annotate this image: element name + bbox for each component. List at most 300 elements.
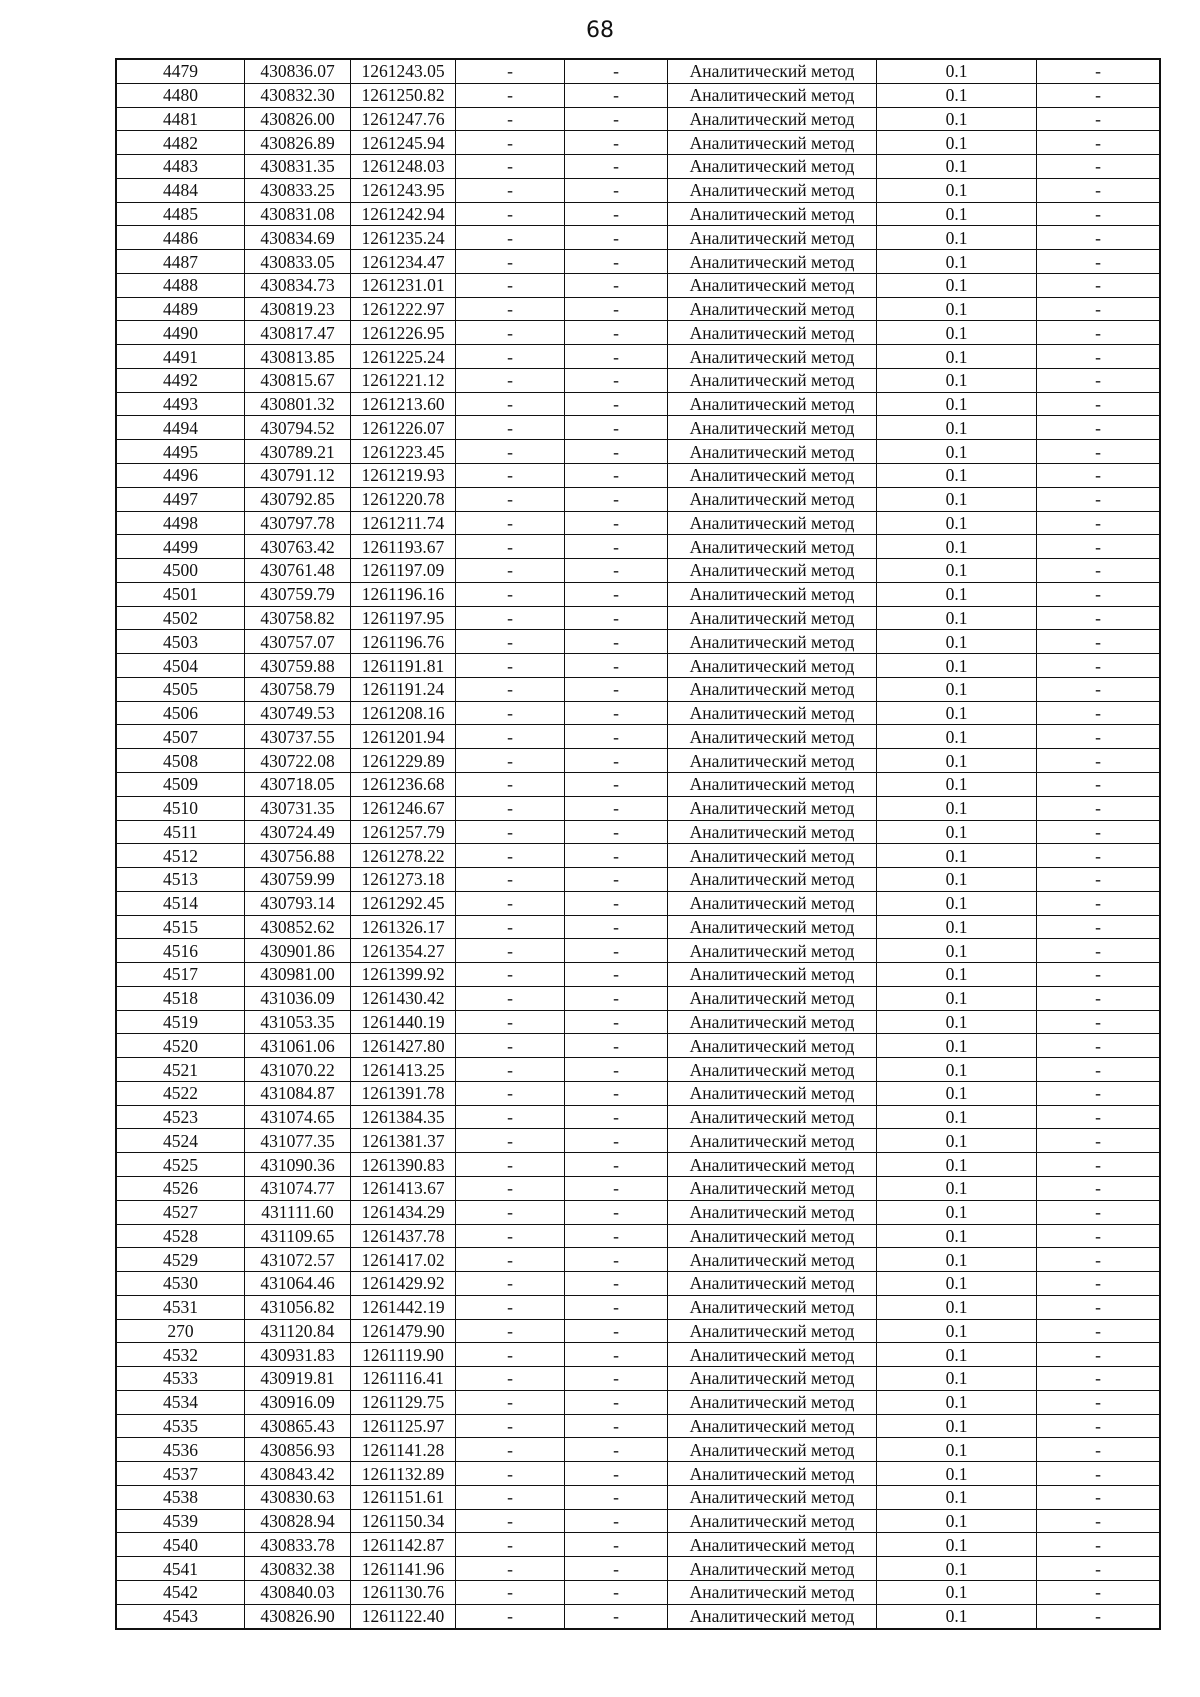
dash-cell: - xyxy=(456,1248,565,1272)
dash-cell: - xyxy=(456,963,565,987)
x-coordinate-cell: 430833.05 xyxy=(245,250,351,274)
accuracy-cell: 0.1 xyxy=(877,464,1037,488)
accuracy-cell: 0.1 xyxy=(877,250,1037,274)
note-cell: - xyxy=(1037,1176,1161,1200)
point-number-cell: 4495 xyxy=(116,440,245,464)
y-coordinate-cell: 1261220.78 xyxy=(351,487,456,511)
y-coordinate-cell: 1261242.94 xyxy=(351,202,456,226)
table-row xyxy=(116,1438,1160,1462)
x-coordinate-cell: 430832.38 xyxy=(245,1557,351,1581)
y-coordinate-cell: 1261381.37 xyxy=(351,1129,456,1153)
y-coordinate-cell: 1261413.25 xyxy=(351,1058,456,1082)
table-row xyxy=(116,368,1160,392)
dash-cell: - xyxy=(565,1343,668,1367)
dash-cell: - xyxy=(565,273,668,297)
table-row xyxy=(116,345,1160,369)
dash-cell: - xyxy=(456,1343,565,1367)
x-coordinate-cell: 430826.90 xyxy=(245,1604,351,1628)
point-number-cell: 4494 xyxy=(116,416,245,440)
point-number-cell: 4506 xyxy=(116,701,245,725)
accuracy-cell: 0.1 xyxy=(877,83,1037,107)
x-coordinate-cell: 431053.35 xyxy=(245,1010,351,1034)
table-row xyxy=(116,59,1160,83)
point-number-cell: 4528 xyxy=(116,1224,245,1248)
dash-cell: - xyxy=(565,1129,668,1153)
method-cell: Аналитический метод xyxy=(668,701,877,725)
x-coordinate-cell: 430817.47 xyxy=(245,321,351,345)
accuracy-cell: 0.1 xyxy=(877,654,1037,678)
table-row xyxy=(116,83,1160,107)
y-coordinate-cell: 1261390.83 xyxy=(351,1153,456,1177)
method-cell: Аналитический метод xyxy=(668,59,877,83)
accuracy-cell: 0.1 xyxy=(877,915,1037,939)
accuracy-cell: 0.1 xyxy=(877,1034,1037,1058)
dash-cell: - xyxy=(565,155,668,179)
accuracy-cell: 0.1 xyxy=(877,844,1037,868)
table-row xyxy=(116,796,1160,820)
dash-cell: - xyxy=(565,915,668,939)
coordinates-table xyxy=(115,58,1161,1630)
y-coordinate-cell: 1261248.03 xyxy=(351,155,456,179)
accuracy-cell: 0.1 xyxy=(877,1200,1037,1224)
method-cell: Аналитический метод xyxy=(668,986,877,1010)
dash-cell: - xyxy=(456,321,565,345)
table-row xyxy=(116,464,1160,488)
table-row xyxy=(116,701,1160,725)
accuracy-cell: 0.1 xyxy=(877,1105,1037,1129)
dash-cell: - xyxy=(565,250,668,274)
x-coordinate-cell: 430981.00 xyxy=(245,963,351,987)
point-number-cell: 4522 xyxy=(116,1081,245,1105)
point-number-cell: 4517 xyxy=(116,963,245,987)
note-cell: - xyxy=(1037,1248,1161,1272)
x-coordinate-cell: 430801.32 xyxy=(245,392,351,416)
method-cell: Аналитический метод xyxy=(668,915,877,939)
method-cell: Аналитический метод xyxy=(668,535,877,559)
note-cell: - xyxy=(1037,321,1161,345)
point-number-cell: 4534 xyxy=(116,1390,245,1414)
table-row xyxy=(116,535,1160,559)
dash-cell: - xyxy=(456,1105,565,1129)
dash-cell: - xyxy=(456,1414,565,1438)
y-coordinate-cell: 1261430.42 xyxy=(351,986,456,1010)
method-cell: Аналитический метод xyxy=(668,654,877,678)
dash-cell: - xyxy=(565,226,668,250)
x-coordinate-cell: 430843.42 xyxy=(245,1462,351,1486)
accuracy-cell: 0.1 xyxy=(877,986,1037,1010)
table-row xyxy=(116,1343,1160,1367)
dash-cell: - xyxy=(565,1272,668,1296)
method-cell: Аналитический метод xyxy=(668,1224,877,1248)
accuracy-cell: 0.1 xyxy=(877,59,1037,83)
y-coordinate-cell: 1261413.67 xyxy=(351,1176,456,1200)
note-cell: - xyxy=(1037,250,1161,274)
dash-cell: - xyxy=(565,202,668,226)
note-cell: - xyxy=(1037,107,1161,131)
accuracy-cell: 0.1 xyxy=(877,1367,1037,1391)
dash-cell: - xyxy=(456,677,565,701)
accuracy-cell: 0.1 xyxy=(877,155,1037,179)
x-coordinate-cell: 430722.08 xyxy=(245,749,351,773)
x-coordinate-cell: 430749.53 xyxy=(245,701,351,725)
dash-cell: - xyxy=(456,654,565,678)
note-cell: - xyxy=(1037,297,1161,321)
dash-cell: - xyxy=(456,178,565,202)
dash-cell: - xyxy=(565,654,668,678)
table-row xyxy=(116,654,1160,678)
method-cell: Аналитический метод xyxy=(668,511,877,535)
method-cell: Аналитический метод xyxy=(668,844,877,868)
table-row xyxy=(116,1248,1160,1272)
dash-cell: - xyxy=(456,1058,565,1082)
point-number-cell: 4537 xyxy=(116,1462,245,1486)
point-number-cell: 4516 xyxy=(116,939,245,963)
dash-cell: - xyxy=(456,1438,565,1462)
method-cell: Аналитический метод xyxy=(668,772,877,796)
x-coordinate-cell: 431109.65 xyxy=(245,1224,351,1248)
point-number-cell: 4482 xyxy=(116,131,245,155)
x-coordinate-cell: 430763.42 xyxy=(245,535,351,559)
y-coordinate-cell: 1261116.41 xyxy=(351,1367,456,1391)
dash-cell: - xyxy=(456,1129,565,1153)
dash-cell: - xyxy=(565,487,668,511)
dash-cell: - xyxy=(565,1248,668,1272)
table-row xyxy=(116,820,1160,844)
x-coordinate-cell: 430833.25 xyxy=(245,178,351,202)
dash-cell: - xyxy=(565,535,668,559)
y-coordinate-cell: 1261243.95 xyxy=(351,178,456,202)
accuracy-cell: 0.1 xyxy=(877,1462,1037,1486)
dash-cell: - xyxy=(456,345,565,369)
method-cell: Аналитический метод xyxy=(668,606,877,630)
note-cell: - xyxy=(1037,131,1161,155)
dash-cell: - xyxy=(456,820,565,844)
method-cell: Аналитический метод xyxy=(668,1272,877,1296)
note-cell: - xyxy=(1037,440,1161,464)
y-coordinate-cell: 1261226.95 xyxy=(351,321,456,345)
dash-cell: - xyxy=(565,83,668,107)
dash-cell: - xyxy=(565,107,668,131)
method-cell: Аналитический метод xyxy=(668,1533,877,1557)
dash-cell: - xyxy=(565,939,668,963)
x-coordinate-cell: 430761.48 xyxy=(245,559,351,583)
x-coordinate-cell: 430819.23 xyxy=(245,297,351,321)
dash-cell: - xyxy=(565,986,668,1010)
y-coordinate-cell: 1261273.18 xyxy=(351,868,456,892)
method-cell: Аналитический метод xyxy=(668,1058,877,1082)
method-cell: Аналитический метод xyxy=(668,487,877,511)
dash-cell: - xyxy=(565,1105,668,1129)
note-cell: - xyxy=(1037,1200,1161,1224)
method-cell: Аналитический метод xyxy=(668,1081,877,1105)
y-coordinate-cell: 1261326.17 xyxy=(351,915,456,939)
dash-cell: - xyxy=(565,59,668,83)
table-row xyxy=(116,297,1160,321)
point-number-cell: 4515 xyxy=(116,915,245,939)
table-row xyxy=(116,1319,1160,1343)
y-coordinate-cell: 1261442.19 xyxy=(351,1295,456,1319)
table-row xyxy=(116,844,1160,868)
y-coordinate-cell: 1261235.24 xyxy=(351,226,456,250)
table-row xyxy=(116,321,1160,345)
dash-cell: - xyxy=(565,1034,668,1058)
point-number-cell: 4523 xyxy=(116,1105,245,1129)
note-cell: - xyxy=(1037,1604,1161,1628)
table-row xyxy=(116,630,1160,654)
point-number-cell: 270 xyxy=(116,1319,245,1343)
accuracy-cell: 0.1 xyxy=(877,939,1037,963)
x-coordinate-cell: 431061.06 xyxy=(245,1034,351,1058)
table-row xyxy=(116,1533,1160,1557)
y-coordinate-cell: 1261399.92 xyxy=(351,963,456,987)
table-row xyxy=(116,1034,1160,1058)
dash-cell: - xyxy=(565,891,668,915)
table-row xyxy=(116,606,1160,630)
note-cell: - xyxy=(1037,178,1161,202)
accuracy-cell: 0.1 xyxy=(877,416,1037,440)
dash-cell: - xyxy=(565,1509,668,1533)
accuracy-cell: 0.1 xyxy=(877,1272,1037,1296)
dash-cell: - xyxy=(456,559,565,583)
method-cell: Аналитический метод xyxy=(668,202,877,226)
table-row xyxy=(116,1058,1160,1082)
method-cell: Аналитический метод xyxy=(668,1153,877,1177)
table-row xyxy=(116,1462,1160,1486)
point-number-cell: 4489 xyxy=(116,297,245,321)
y-coordinate-cell: 1261257.79 xyxy=(351,820,456,844)
y-coordinate-cell: 1261236.68 xyxy=(351,772,456,796)
note-cell: - xyxy=(1037,986,1161,1010)
method-cell: Аналитический метод xyxy=(668,273,877,297)
point-number-cell: 4491 xyxy=(116,345,245,369)
y-coordinate-cell: 1261213.60 xyxy=(351,392,456,416)
method-cell: Аналитический метод xyxy=(668,178,877,202)
note-cell: - xyxy=(1037,273,1161,297)
point-number-cell: 4480 xyxy=(116,83,245,107)
accuracy-cell: 0.1 xyxy=(877,511,1037,535)
dash-cell: - xyxy=(456,1176,565,1200)
x-coordinate-cell: 431111.60 xyxy=(245,1200,351,1224)
dash-cell: - xyxy=(565,131,668,155)
dash-cell: - xyxy=(565,321,668,345)
point-number-cell: 4531 xyxy=(116,1295,245,1319)
accuracy-cell: 0.1 xyxy=(877,178,1037,202)
point-number-cell: 4535 xyxy=(116,1414,245,1438)
table-row xyxy=(116,1224,1160,1248)
point-number-cell: 4490 xyxy=(116,321,245,345)
x-coordinate-cell: 430834.73 xyxy=(245,273,351,297)
method-cell: Аналитический метод xyxy=(668,83,877,107)
x-coordinate-cell: 430724.49 xyxy=(245,820,351,844)
point-number-cell: 4497 xyxy=(116,487,245,511)
point-number-cell: 4520 xyxy=(116,1034,245,1058)
accuracy-cell: 0.1 xyxy=(877,1414,1037,1438)
table-row xyxy=(116,1581,1160,1605)
table-row xyxy=(116,1081,1160,1105)
method-cell: Аналитический метод xyxy=(668,345,877,369)
note-cell: - xyxy=(1037,677,1161,701)
point-number-cell: 4518 xyxy=(116,986,245,1010)
x-coordinate-cell: 430815.67 xyxy=(245,368,351,392)
method-cell: Аналитический метод xyxy=(668,1462,877,1486)
note-cell: - xyxy=(1037,1462,1161,1486)
dash-cell: - xyxy=(456,1390,565,1414)
dash-cell: - xyxy=(456,630,565,654)
point-number-cell: 4543 xyxy=(116,1604,245,1628)
x-coordinate-cell: 430831.08 xyxy=(245,202,351,226)
accuracy-cell: 0.1 xyxy=(877,1343,1037,1367)
note-cell: - xyxy=(1037,1105,1161,1129)
x-coordinate-cell: 430826.00 xyxy=(245,107,351,131)
dash-cell: - xyxy=(456,1034,565,1058)
point-number-cell: 4500 xyxy=(116,559,245,583)
note-cell: - xyxy=(1037,1010,1161,1034)
note-cell: - xyxy=(1037,939,1161,963)
accuracy-cell: 0.1 xyxy=(877,535,1037,559)
dash-cell: - xyxy=(565,1581,668,1605)
note-cell: - xyxy=(1037,1081,1161,1105)
point-number-cell: 4524 xyxy=(116,1129,245,1153)
note-cell: - xyxy=(1037,559,1161,583)
accuracy-cell: 0.1 xyxy=(877,630,1037,654)
method-cell: Аналитический метод xyxy=(668,820,877,844)
x-coordinate-cell: 430856.93 xyxy=(245,1438,351,1462)
point-number-cell: 4542 xyxy=(116,1581,245,1605)
y-coordinate-cell: 1261231.01 xyxy=(351,273,456,297)
y-coordinate-cell: 1261292.45 xyxy=(351,891,456,915)
dash-cell: - xyxy=(456,273,565,297)
dash-cell: - xyxy=(456,1295,565,1319)
dash-cell: - xyxy=(565,749,668,773)
x-coordinate-cell: 430919.81 xyxy=(245,1367,351,1391)
dash-cell: - xyxy=(456,701,565,725)
accuracy-cell: 0.1 xyxy=(877,701,1037,725)
dash-cell: - xyxy=(456,202,565,226)
note-cell: - xyxy=(1037,701,1161,725)
dash-cell: - xyxy=(456,392,565,416)
point-number-cell: 4540 xyxy=(116,1533,245,1557)
x-coordinate-cell: 431120.84 xyxy=(245,1319,351,1343)
point-number-cell: 4486 xyxy=(116,226,245,250)
dash-cell: - xyxy=(565,1533,668,1557)
note-cell: - xyxy=(1037,1129,1161,1153)
table-row xyxy=(116,963,1160,987)
method-cell: Аналитический метод xyxy=(668,1129,877,1153)
accuracy-cell: 0.1 xyxy=(877,1604,1037,1628)
point-number-cell: 4499 xyxy=(116,535,245,559)
accuracy-cell: 0.1 xyxy=(877,1438,1037,1462)
method-cell: Аналитический метод xyxy=(668,250,877,274)
accuracy-cell: 0.1 xyxy=(877,297,1037,321)
method-cell: Аналитический метод xyxy=(668,677,877,701)
dash-cell: - xyxy=(565,1462,668,1486)
note-cell: - xyxy=(1037,1533,1161,1557)
x-coordinate-cell: 430840.03 xyxy=(245,1581,351,1605)
dash-cell: - xyxy=(456,1200,565,1224)
y-coordinate-cell: 1261196.16 xyxy=(351,582,456,606)
method-cell: Аналитический метод xyxy=(668,1176,877,1200)
dash-cell: - xyxy=(456,725,565,749)
point-number-cell: 4484 xyxy=(116,178,245,202)
method-cell: Аналитический метод xyxy=(668,1034,877,1058)
y-coordinate-cell: 1261130.76 xyxy=(351,1581,456,1605)
point-number-cell: 4487 xyxy=(116,250,245,274)
note-cell: - xyxy=(1037,1581,1161,1605)
table-row xyxy=(116,1295,1160,1319)
x-coordinate-cell: 431070.22 xyxy=(245,1058,351,1082)
dash-cell: - xyxy=(565,963,668,987)
note-cell: - xyxy=(1037,630,1161,654)
accuracy-cell: 0.1 xyxy=(877,1581,1037,1605)
point-number-cell: 4530 xyxy=(116,1272,245,1296)
point-number-cell: 4510 xyxy=(116,796,245,820)
note-cell: - xyxy=(1037,963,1161,987)
point-number-cell: 4488 xyxy=(116,273,245,297)
method-cell: Аналитический метод xyxy=(668,107,877,131)
method-cell: Аналитический метод xyxy=(668,1509,877,1533)
dash-cell: - xyxy=(565,1390,668,1414)
dash-cell: - xyxy=(456,1581,565,1605)
note-cell: - xyxy=(1037,487,1161,511)
accuracy-cell: 0.1 xyxy=(877,440,1037,464)
point-number-cell: 4512 xyxy=(116,844,245,868)
table-row xyxy=(116,1390,1160,1414)
x-coordinate-cell: 430789.21 xyxy=(245,440,351,464)
point-number-cell: 4481 xyxy=(116,107,245,131)
method-cell: Аналитический метод xyxy=(668,1248,877,1272)
dash-cell: - xyxy=(565,511,668,535)
note-cell: - xyxy=(1037,1509,1161,1533)
y-coordinate-cell: 1261191.24 xyxy=(351,677,456,701)
dash-cell: - xyxy=(456,1224,565,1248)
point-number-cell: 4485 xyxy=(116,202,245,226)
note-cell: - xyxy=(1037,511,1161,535)
y-coordinate-cell: 1261142.87 xyxy=(351,1533,456,1557)
accuracy-cell: 0.1 xyxy=(877,1153,1037,1177)
x-coordinate-cell: 430916.09 xyxy=(245,1390,351,1414)
method-cell: Аналитический метод xyxy=(668,1200,877,1224)
x-coordinate-cell: 430865.43 xyxy=(245,1414,351,1438)
table-row xyxy=(116,1414,1160,1438)
point-number-cell: 4526 xyxy=(116,1176,245,1200)
table-row xyxy=(116,1010,1160,1034)
dash-cell: - xyxy=(565,178,668,202)
method-cell: Аналитический метод xyxy=(668,939,877,963)
table-row xyxy=(116,1200,1160,1224)
point-number-cell: 4521 xyxy=(116,1058,245,1082)
note-cell: - xyxy=(1037,1295,1161,1319)
accuracy-cell: 0.1 xyxy=(877,321,1037,345)
y-coordinate-cell: 1261132.89 xyxy=(351,1462,456,1486)
point-number-cell: 4505 xyxy=(116,677,245,701)
y-coordinate-cell: 1261434.29 xyxy=(351,1200,456,1224)
dash-cell: - xyxy=(565,844,668,868)
y-coordinate-cell: 1261417.02 xyxy=(351,1248,456,1272)
table-row xyxy=(116,178,1160,202)
y-coordinate-cell: 1261246.67 xyxy=(351,796,456,820)
y-coordinate-cell: 1261229.89 xyxy=(351,749,456,773)
method-cell: Аналитический метод xyxy=(668,1367,877,1391)
x-coordinate-cell: 430793.14 xyxy=(245,891,351,915)
dash-cell: - xyxy=(565,1176,668,1200)
method-cell: Аналитический метод xyxy=(668,297,877,321)
dash-cell: - xyxy=(565,345,668,369)
dash-cell: - xyxy=(565,392,668,416)
note-cell: - xyxy=(1037,226,1161,250)
dash-cell: - xyxy=(565,440,668,464)
table-row xyxy=(116,1604,1160,1628)
note-cell: - xyxy=(1037,1557,1161,1581)
